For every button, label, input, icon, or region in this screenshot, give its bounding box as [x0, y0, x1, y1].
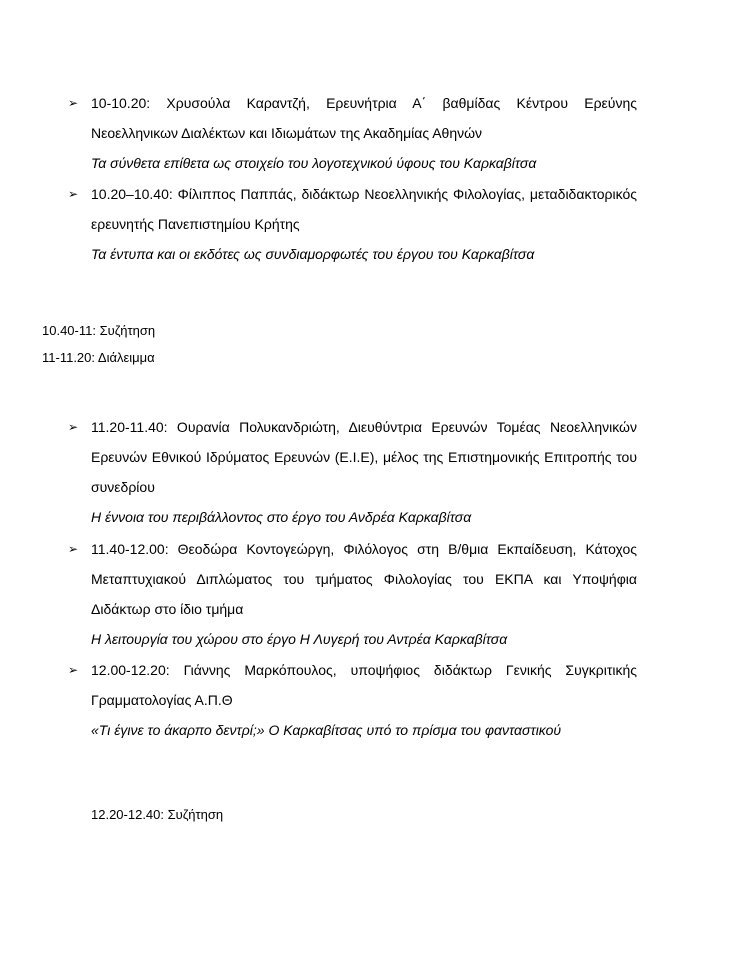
discussion-slot: 10.40-11: Συζήτηση: [42, 323, 156, 338]
talk-title: Τα σύνθετα επίθετα ως στοιχείο του λογοτεχνικού ύφους του Καρκαβίτσα: [91, 155, 537, 171]
program-entry: [68, 655, 637, 745]
arrow-bullet-icon: ➢: [68, 96, 79, 110]
talk-title: Η έννοια του περιβάλλοντος στο έργο του Ανδρέα Καρκαβίτσα: [91, 509, 472, 525]
entry-description: 11.40-12.00: Θεοδώρα Κοντογεώργη, Φιλόλογος στη Β/θμια Εκπαίδευση, Κάτοχος Μεταπτυχιακού Διπλώματος του τμήματος Φιλολογίας του ΕΚΠΑ και Υποψήφια Διδάκτωρ στο ίδιο τμήμα: [91, 541, 637, 617]
discussion-slot: 12.20-12.40: Συζήτηση: [91, 807, 224, 822]
program-entry: [68, 88, 637, 178]
talk-title: Τα έντυπα και οι εκδότες ως συνδιαμορφωτές του έργου του Καρκαβίτσα: [91, 246, 535, 262]
arrow-bullet-icon: ➢: [68, 663, 79, 677]
entry-description: 11.20-11.40: Ουρανία Πολυκανδριώτη, Διευθύντρια Ερευνών Τομέας Νεοελληνικών Ερευνών Εθνικού Ιδρύματος Ερευνών (Ε.Ι.Ε), μέλος της Επιστημονικής Επιτροπής του συνεδρίου: [91, 419, 637, 495]
entry-description: 10-10.20: Χρυσούλα Καραντζή, Ερευνήτρια Α΄ βαθμίδας Κέντρου Ερεύνης Νεοελληνικων Διαλέκτων και Ιδιωμάτων της Ακαδημίας Αθηνών: [91, 95, 637, 141]
arrow-bullet-icon: ➢: [68, 420, 79, 434]
talk-title: «Τι έγινε το άκαρπο δεντρί;» Ο Καρκαβίτσας υπό το πρίσμα του φανταστικού: [91, 722, 562, 738]
program-entry: [68, 534, 637, 654]
program-entry: [68, 412, 637, 532]
program-entry: [68, 179, 637, 269]
entry-description: 10.20–10.40: Φίλιππος Παππάς, διδάκτωρ Νεοελληνικής Φιλολογίας, μεταδιδακτορικός ερευνητής Πανεπιστημίου Κρήτης: [91, 186, 637, 232]
break-slot: 11-11.20: Διάλειμμα: [42, 350, 155, 365]
talk-title: Η λειτουργία του χώρου στο έργο Η Λυγερή του Αντρέα Καρκαβίτσα: [91, 631, 508, 647]
entry-description: 12.00-12.20: Γιάννης Μαρκόπουλος, υποψήφιος διδάκτωρ Γενικής Συγκριτικής Γραμματολογίας Α.Π.Θ: [91, 662, 637, 708]
arrow-bullet-icon: ➢: [68, 542, 79, 556]
arrow-bullet-icon: ➢: [68, 187, 79, 201]
